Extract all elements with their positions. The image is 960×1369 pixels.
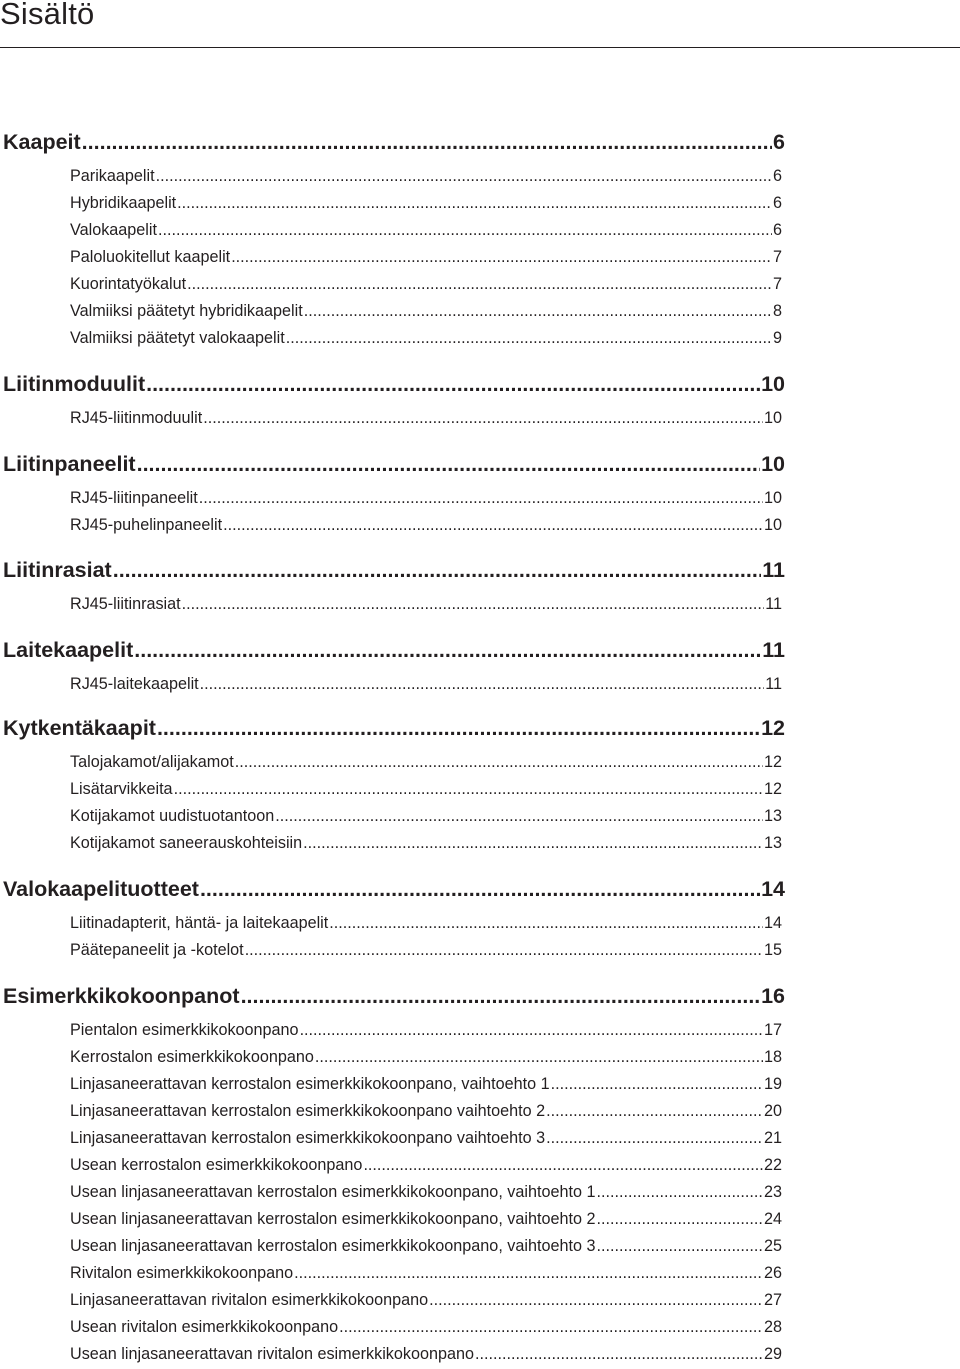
toc-entry[interactable] (70, 1129, 782, 1148)
toc-entry[interactable] (70, 675, 782, 694)
dot-leader (82, 130, 772, 155)
dot-leader (200, 877, 760, 902)
toc-entry[interactable] (70, 834, 782, 853)
toc-page-number: 21 (763, 1129, 782, 1147)
toc-page-number: 6 (773, 130, 785, 154)
toc-page-number: 18 (763, 1048, 782, 1066)
toc-entry-label: Valmiiksi päätetyt hybridikaapelit (70, 302, 303, 320)
dot-leader (329, 914, 763, 933)
toc-entry-label: Linjasaneerattavan rivitalon esimerkkikokoonpano (70, 1291, 429, 1309)
dot-leader (203, 409, 763, 428)
toc-entry-label: Linjasaneerattavan kerrostalon esimerkkikokoonpano vaihtoehto 2 (70, 1102, 546, 1120)
toc-page-number: 14 (761, 877, 785, 901)
toc-page-number: 11 (762, 638, 785, 662)
toc-entry-label: Lisätarvikkeita (70, 780, 173, 798)
toc-entry-label: Rivitalon esimerkkikokoonpano (70, 1264, 294, 1282)
dot-leader (182, 595, 765, 614)
toc-entry-label: Kotijakamot saneerauskohteisiin (70, 834, 303, 852)
toc-entry[interactable] (70, 167, 782, 186)
toc-page-number: 7 (772, 248, 782, 266)
toc-entry[interactable] (70, 329, 782, 348)
toc-page-number: 27 (763, 1291, 782, 1309)
toc-entry-label: Valmiiksi päätetyt valokaapelit (70, 329, 285, 347)
toc-entry-label: Usean linjasaneerattavan kerrostalon esimerkkikokoonpano, vaihtoehto 2 (70, 1210, 596, 1228)
toc-page-number: 11 (765, 675, 782, 693)
toc-page-number: 19 (763, 1075, 782, 1093)
toc-entry-label: Usean linjasaneerattavan rivitalon esimerkkikokoonpano (70, 1345, 475, 1363)
toc-page-number: 12 (763, 753, 782, 771)
dot-leader (113, 558, 762, 583)
toc-entry[interactable] (70, 941, 782, 960)
toc-entry-label: Parikaapelit (70, 167, 155, 185)
toc-entry-label: Kotijakamot uudistuotantoon (70, 807, 275, 825)
toc-page-number: 10 (761, 372, 785, 396)
toc-section-entry[interactable] (3, 452, 785, 477)
dot-leader (429, 1291, 763, 1310)
toc-entry-label: Kuorintatyökalut (70, 275, 187, 293)
toc-entry-label: Liitinadapterit, häntä- ja laitekaapelit (70, 914, 329, 932)
toc-entry[interactable] (70, 302, 782, 321)
toc-entry-label: Paloluokitellut kaapelit (70, 248, 231, 266)
dot-leader (137, 452, 760, 477)
toc-page-number: 9 (772, 329, 782, 347)
toc-entry[interactable] (70, 1318, 782, 1337)
dot-leader (304, 302, 772, 321)
dot-leader (158, 221, 772, 240)
dot-leader (241, 984, 761, 1009)
dot-leader (174, 780, 763, 799)
toc-page-number: 23 (763, 1183, 782, 1201)
toc-entry-label: RJ45-laitekaapelit (70, 675, 199, 693)
dot-leader (157, 716, 760, 741)
dot-leader (231, 248, 772, 267)
toc-entry-label: Linjasaneerattavan kerrostalon esimerkkikokoonpano, vaihtoehto 1 (70, 1075, 550, 1093)
toc-page-number: 8 (772, 302, 782, 320)
toc-entry[interactable] (70, 275, 782, 294)
toc-entry-label: Pientalon esimerkkikokoonpano (70, 1021, 299, 1039)
dot-leader (235, 753, 763, 772)
toc-entry[interactable] (70, 1021, 782, 1040)
dot-leader (177, 194, 772, 213)
toc-page-number: 14 (763, 914, 782, 932)
toc-entry-label: Liitinrasiat (3, 558, 112, 582)
toc-page-number: 6 (772, 194, 782, 212)
dot-leader (597, 1183, 763, 1202)
toc-section-entry[interactable] (3, 716, 785, 741)
toc-entry[interactable] (70, 489, 782, 508)
toc-entry-label: Esimerkkikokoonpanot (3, 984, 240, 1008)
toc-entry[interactable] (70, 221, 782, 240)
toc-page-number: 26 (763, 1264, 782, 1282)
toc-entry[interactable] (70, 595, 782, 614)
dot-leader (597, 1237, 763, 1256)
toc-entry[interactable] (70, 1345, 782, 1364)
toc-page-number: 10 (763, 516, 782, 534)
toc-section-entry[interactable] (3, 638, 785, 663)
toc-entry[interactable] (70, 807, 782, 826)
dot-leader (339, 1318, 763, 1337)
toc-page-number: 10 (761, 452, 785, 476)
toc-page-number: 22 (763, 1156, 782, 1174)
toc-page-number: 13 (763, 807, 782, 825)
toc-entry[interactable] (70, 409, 782, 428)
dot-leader (546, 1129, 763, 1148)
toc-page-number: 10 (763, 409, 782, 427)
toc-page-number: 7 (772, 275, 782, 293)
toc-page-number: 15 (763, 941, 782, 959)
page-title: Sisältö (0, 0, 95, 31)
toc-page-number: 16 (761, 984, 785, 1008)
toc-entry-label: RJ45-liitinmoduulit (70, 409, 203, 427)
toc-entry-label: Linjasaneerattavan kerrostalon esimerkkikokoonpano vaihtoehto 3 (70, 1129, 546, 1147)
toc-page-number: 12 (763, 780, 782, 798)
toc-page-number: 20 (763, 1102, 782, 1120)
dot-leader (187, 275, 772, 294)
dot-leader (245, 941, 763, 960)
toc-entry-label: Päätepaneelit ja -kotelot (70, 941, 244, 959)
toc-entry[interactable] (70, 248, 782, 267)
toc-page-number: 12 (761, 716, 785, 740)
toc-page-number: 11 (765, 595, 782, 613)
toc-entry-label: Kytkentäkaapit (3, 716, 156, 740)
toc-entry[interactable] (70, 1237, 782, 1256)
toc-entry[interactable] (70, 1291, 782, 1310)
toc-page-number: 17 (763, 1021, 782, 1039)
toc-entry[interactable] (70, 1156, 782, 1175)
dot-leader (300, 1021, 763, 1040)
toc-section-entry[interactable] (3, 372, 785, 397)
toc-entry[interactable] (70, 1075, 782, 1094)
toc-entry-label: Usean linjasaneerattavan kerrostalon esimerkkikokoonpano, vaihtoehto 3 (70, 1237, 596, 1255)
toc-entry-label: Liitinmoduulit (3, 372, 146, 396)
toc-entry-label: Laitekaapelit (3, 638, 134, 662)
toc-page-number: 10 (763, 489, 782, 507)
toc-entry[interactable] (70, 780, 782, 799)
toc-section-entry[interactable] (3, 558, 785, 583)
toc-entry[interactable] (70, 753, 782, 772)
toc-entry[interactable] (70, 1102, 782, 1121)
dot-leader (597, 1210, 763, 1229)
dot-leader (275, 807, 763, 826)
toc-page-number: 24 (763, 1210, 782, 1228)
dot-leader (134, 638, 761, 663)
toc-entry[interactable] (70, 1210, 782, 1229)
toc-entry-label: RJ45-liitinpaneelit (70, 489, 198, 507)
dot-leader (475, 1345, 763, 1364)
toc-page-number: 6 (772, 221, 782, 239)
toc-entry[interactable] (70, 516, 782, 535)
toc-page-number: 11 (762, 558, 785, 582)
dot-leader (294, 1264, 763, 1283)
title-divider (0, 47, 960, 48)
toc-entry-label: Talojakamot/alijakamot (70, 753, 234, 771)
toc-entry[interactable] (70, 1264, 782, 1283)
dot-leader (363, 1156, 763, 1175)
toc-entry[interactable] (70, 1048, 782, 1067)
toc-section-entry[interactable] (3, 130, 785, 155)
toc-entry-label: Usean linjasaneerattavan kerrostalon esimerkkikokoonpano, vaihtoehto 1 (70, 1183, 596, 1201)
dot-leader (223, 516, 763, 535)
toc-entry-label: RJ45-puhelinpaneelit (70, 516, 223, 534)
toc-page-number: 13 (763, 834, 782, 852)
toc-section-entry[interactable] (3, 877, 785, 902)
dot-leader (303, 834, 763, 853)
toc-entry-label: Kaapeit (3, 130, 81, 154)
toc-page-number: 25 (763, 1237, 782, 1255)
toc-entry[interactable] (70, 1183, 782, 1202)
toc-entry-label: Usean rivitalon esimerkkikokoonpano (70, 1318, 339, 1336)
dot-leader (546, 1102, 763, 1121)
toc-entry[interactable] (70, 914, 782, 933)
dot-leader (315, 1048, 763, 1067)
toc-entry-label: Liitinpaneelit (3, 452, 136, 476)
toc-entry-label: RJ45-liitinrasiat (70, 595, 181, 613)
toc-section-entry[interactable] (3, 984, 785, 1009)
toc-entry-label: Usean kerrostalon esimerkkikokoonpano (70, 1156, 363, 1174)
toc-entry-label: Hybridikaapelit (70, 194, 177, 212)
dot-leader (286, 329, 772, 348)
toc-entry-label: Valokaapelituotteet (3, 877, 199, 901)
toc-entry[interactable] (70, 194, 782, 213)
dot-leader (199, 489, 763, 508)
toc-page-number: 29 (763, 1345, 782, 1363)
toc-page-number: 6 (772, 167, 782, 185)
dot-leader (156, 167, 772, 186)
toc-entry-label: Valokaapelit (70, 221, 157, 239)
toc-entry-label: Kerrostalon esimerkkikokoonpano (70, 1048, 314, 1066)
dot-leader (200, 675, 765, 694)
dot-leader (551, 1075, 763, 1094)
dot-leader (146, 372, 760, 397)
toc-page-number: 28 (763, 1318, 782, 1336)
